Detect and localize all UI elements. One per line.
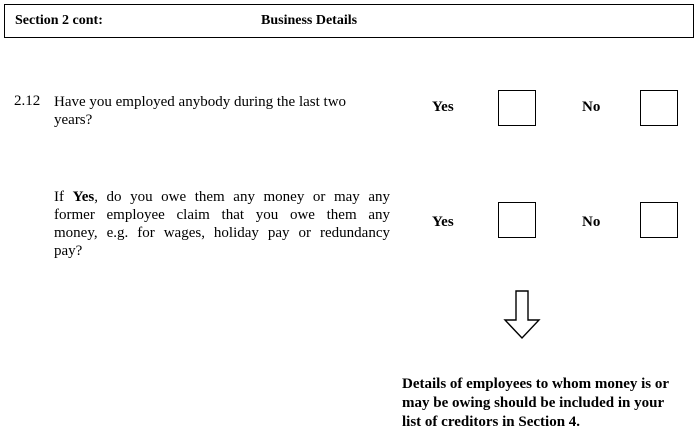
section-title: Business Details: [261, 13, 358, 28]
no-label-q2: No: [582, 214, 601, 230]
followup-lead-word: If: [54, 189, 64, 205]
question-text: Have you employed anybody during the last two years?: [54, 94, 347, 128]
down-arrow-icon: [502, 290, 542, 340]
followup-line-4: pay?: [54, 243, 83, 259]
creditors-note: Details of employees to whom money is or may be owing should be included in your list of creditors in Section 4.: [402, 376, 669, 430]
yes-checkbox-q2[interactable]: [498, 202, 536, 238]
followup-line-3: money, e.g. for wages, holiday pay or redundancy: [54, 225, 390, 241]
yes-label-q1: Yes: [432, 99, 454, 115]
followup-bold-word: Yes: [72, 189, 95, 205]
section-label: Section 2 cont:: [15, 13, 103, 28]
no-checkbox-q1[interactable]: [640, 90, 678, 126]
followup-question-text: [54, 188, 390, 260]
no-checkbox-q2[interactable]: [640, 202, 678, 238]
yes-label-q2: Yes: [432, 214, 454, 230]
followup-line-1: [54, 188, 390, 206]
no-label-q1: No: [582, 99, 601, 115]
followup-line-1-rest: , do you owe them any money or may any: [94, 189, 390, 205]
followup-line-2: former employee claim that you owe them any: [54, 207, 390, 223]
yes-checkbox-q1[interactable]: [498, 90, 536, 126]
section-header: [4, 4, 694, 38]
question-number: 2.12: [14, 93, 41, 109]
